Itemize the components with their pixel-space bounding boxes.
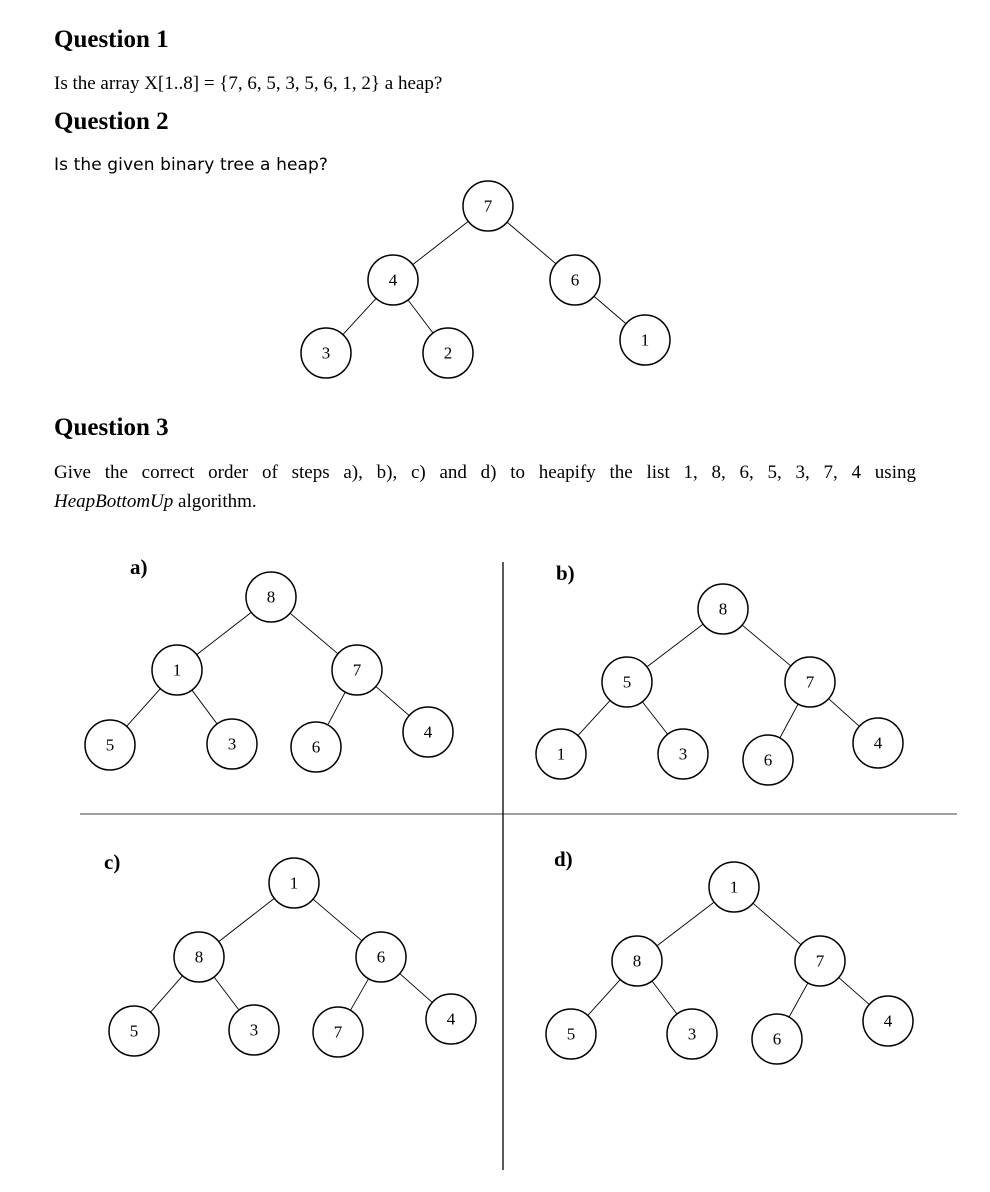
panel-2-edge-1-3 — [150, 976, 182, 1012]
panel-0-node-6 — [403, 707, 453, 757]
question-2-heading: Question 2 — [54, 108, 169, 135]
question-1-heading: Question 1 — [54, 26, 169, 53]
panel-label-0: a) — [130, 555, 148, 579]
panel-3-node-6 — [863, 996, 913, 1046]
panel-label-1: b) — [556, 561, 575, 585]
panel-2-edge-2-6 — [400, 974, 433, 1003]
panel-2-node-6 — [426, 994, 476, 1044]
panel-0-node-0-value: 8 — [266, 587, 276, 607]
panel-2-node-2-value: 6 — [376, 947, 386, 967]
question-2-text: Is the given binary tree a heap? — [54, 155, 329, 175]
panel-1-node-0 — [698, 584, 748, 634]
panel-1-edge-2-6 — [829, 699, 860, 727]
panel-0-node-3 — [85, 720, 135, 770]
q2-edge-t0-t1 — [413, 221, 469, 264]
q2-tree-node-2-value: 2 — [443, 343, 453, 363]
panel-0-node-5 — [291, 722, 341, 772]
question-3-heading: Question 3 — [54, 414, 169, 441]
panel-2-node-3 — [109, 1006, 159, 1056]
panel-label-2: c) — [104, 850, 121, 874]
panel-0-node-2 — [332, 645, 382, 695]
panel-3-node-4 — [667, 1009, 717, 1059]
q2-edge-t2-t5 — [594, 296, 626, 323]
q2-tree-node-4-value: 4 — [388, 270, 398, 290]
q2-tree-node-4 — [368, 255, 418, 305]
panel-2-node-2 — [356, 932, 406, 982]
panel-3-node-0-value: 1 — [729, 877, 739, 897]
panel-3-node-3-value: 5 — [566, 1024, 576, 1044]
panel-0-edge-0-2 — [290, 613, 338, 654]
panel-1-node-4 — [658, 729, 708, 779]
q2-tree-node-6 — [550, 255, 600, 305]
panel-3-node-0 — [709, 862, 759, 912]
panel-3-node-1-value: 8 — [632, 951, 642, 971]
panel-0-node-1-value: 1 — [172, 660, 182, 680]
panel-2-node-6-value: 4 — [446, 1009, 456, 1029]
panel-3-edge-2-6 — [839, 978, 870, 1005]
panel-1-edge-0-1 — [647, 624, 703, 667]
panel-1-node-4-value: 3 — [678, 744, 688, 764]
panel-1-edge-1-4 — [642, 702, 667, 735]
panel-1-node-3-value: 1 — [556, 744, 566, 764]
panel-2-edge-0-2 — [313, 899, 362, 941]
panel-1-node-5 — [743, 735, 793, 785]
panel-1-node-6-value: 4 — [873, 733, 883, 753]
panel-1-node-6 — [853, 718, 903, 768]
panel-3-node-1 — [612, 936, 662, 986]
panel-3-node-2 — [795, 936, 845, 986]
panel-1-node-2 — [785, 657, 835, 707]
panel-2-node-5 — [313, 1007, 363, 1057]
panel-1-node-2-value: 7 — [805, 672, 815, 692]
q2-tree-node-1-value: 1 — [640, 330, 650, 350]
q2-tree-node-3 — [301, 328, 351, 378]
q2-tree-node-7-value: 7 — [483, 196, 493, 216]
panel-1-edge-1-3 — [578, 700, 610, 735]
panel-0-edge-1-4 — [192, 690, 217, 724]
q2-edge-t1-t4 — [408, 300, 433, 333]
panel-2-node-0 — [269, 858, 319, 908]
panel-2-node-3-value: 5 — [129, 1021, 139, 1041]
panel-0-edge-0-1 — [197, 612, 252, 654]
panel-0-node-0 — [246, 572, 296, 622]
panel-label-3: d) — [554, 847, 573, 871]
panel-2-node-1 — [174, 932, 224, 982]
panel-0-edge-2-6 — [376, 686, 409, 715]
panel-1-node-5-value: 6 — [763, 750, 773, 770]
panel-3-edge-0-2 — [753, 903, 801, 944]
q2-edge-t0-t2 — [507, 222, 556, 264]
panel-2-node-5-value: 7 — [333, 1022, 343, 1042]
q2-tree-node-3-value: 3 — [321, 343, 331, 363]
q2-tree-node-7 — [463, 181, 513, 231]
panel-1-node-1 — [602, 657, 652, 707]
panel-0-edge-1-3 — [127, 689, 161, 727]
q2-edge-t1-t3 — [343, 298, 376, 334]
panel-3-edge-1-4 — [652, 981, 677, 1014]
panel-3-edge-2-5 — [789, 983, 808, 1017]
panel-0-node-4 — [207, 719, 257, 769]
question-3-text-rest: algorithm. — [173, 491, 257, 512]
panel-3-node-3 — [546, 1009, 596, 1059]
panel-3-node-4-value: 3 — [687, 1024, 697, 1044]
q2-tree-node-1 — [620, 315, 670, 365]
algorithm-name: HeapBottomUp — [54, 491, 174, 512]
question-1-text: Is the array X[1..8] = {7, 6, 5, 3, 5, 6, 1, 2} a heap? — [54, 73, 443, 94]
panel-3-node-5 — [752, 1014, 802, 1064]
panel-2-edge-2-5 — [350, 979, 368, 1011]
panel-0-node-1 — [152, 645, 202, 695]
panel-2-node-4-value: 3 — [249, 1020, 259, 1040]
panel-1-node-0-value: 8 — [718, 599, 728, 619]
panel-3-node-2-value: 7 — [815, 951, 825, 971]
panel-0-node-5-value: 6 — [311, 737, 321, 757]
question-3-text-line1: Give the correct order of steps a), b), c) and d) to heapify the list 1, 8, 6, 5, 3, 7, 4 using — [54, 462, 916, 483]
panel-3-edge-0-1 — [657, 902, 714, 946]
panel-0-node-4-value: 3 — [227, 734, 237, 754]
q2-tree-node-6-value: 6 — [570, 270, 580, 290]
panel-0-node-2-value: 7 — [352, 660, 362, 680]
panel-3-node-5-value: 6 — [772, 1029, 782, 1049]
panel-2-edge-1-4 — [214, 977, 239, 1010]
panel-3-edge-1-3 — [588, 980, 620, 1016]
panel-2-edge-0-1 — [219, 898, 275, 941]
panel-0-node-6-value: 4 — [423, 722, 433, 742]
panel-1-edge-2-5 — [780, 704, 798, 738]
panel-2-node-0-value: 1 — [289, 873, 299, 893]
panel-0-node-3-value: 5 — [105, 735, 115, 755]
panel-1-node-3 — [536, 729, 586, 779]
panel-2-node-4 — [229, 1005, 279, 1055]
q2-tree-node-2 — [423, 328, 473, 378]
panel-2-node-1-value: 8 — [194, 947, 204, 967]
panel-0-edge-2-5 — [328, 692, 346, 725]
panel-1-node-1-value: 5 — [622, 672, 632, 692]
panel-3-node-6-value: 4 — [883, 1011, 893, 1031]
panel-1-edge-0-2 — [742, 625, 791, 666]
